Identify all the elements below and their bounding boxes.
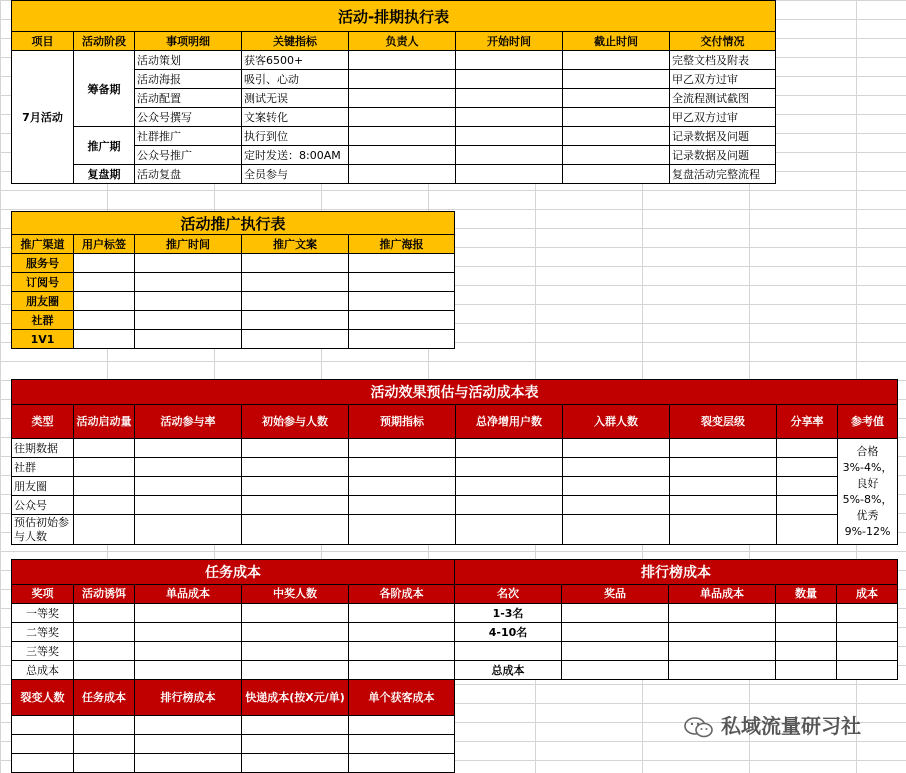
data-cell: [670, 458, 777, 477]
data-cell: [349, 496, 456, 515]
item-cell: 公众号撰写: [135, 108, 242, 127]
data-cell: [242, 477, 349, 496]
data-cell: [563, 515, 670, 545]
rank-cell: 1-3名: [455, 604, 562, 623]
owner-cell: [349, 165, 456, 184]
award-cell: 总成本: [12, 661, 74, 680]
header-rank-cost: 排行榜成本: [135, 680, 242, 716]
poster-cell: [349, 254, 455, 273]
data-cell: [74, 735, 135, 754]
fission-table: [11, 679, 455, 773]
header-tier-cost: 各阶成本: [349, 585, 455, 604]
data-cell: [349, 458, 456, 477]
header-item: 事项明细: [135, 32, 242, 51]
header-quantity: 数量: [776, 585, 837, 604]
table-row: [455, 623, 898, 642]
data-cell: [669, 642, 776, 661]
rank-cell: [455, 642, 562, 661]
data-cell: [242, 496, 349, 515]
data-cell: [349, 477, 456, 496]
fission-header-row: [12, 680, 455, 716]
delivery-cell: 记录数据及问题: [670, 127, 776, 146]
delivery-cell: 甲乙双方过审: [670, 108, 776, 127]
table-row: [12, 254, 455, 273]
data-cell: [12, 735, 74, 754]
data-cell: [776, 604, 837, 623]
phase-cell: 复盘期: [74, 165, 135, 184]
copy-cell: [242, 254, 349, 273]
table-row: [12, 311, 455, 330]
end-cell: [563, 146, 670, 165]
owner-cell: [349, 108, 456, 127]
header-tag: 用户标签: [74, 235, 135, 254]
data-cell: [242, 439, 349, 458]
header-project: 项目: [12, 32, 74, 51]
phase-cell: 推广期: [74, 127, 135, 165]
data-cell: [349, 661, 455, 680]
table-row: [12, 458, 898, 477]
start-cell: [456, 89, 563, 108]
tag-cell: [74, 273, 135, 292]
data-cell: [837, 623, 898, 642]
tag-cell: [74, 311, 135, 330]
header-type: 类型: [12, 405, 74, 439]
data-cell: [242, 735, 349, 754]
header-net-users: 总净增用户数: [456, 405, 563, 439]
phase-cell: 筹备期: [74, 51, 135, 127]
table-row: [12, 292, 455, 311]
header-group-join: 入群人数: [563, 405, 670, 439]
header-delivery: 交付情况: [670, 32, 776, 51]
table-row: [455, 661, 898, 680]
table-row: [455, 604, 898, 623]
channel-cell: 社群: [12, 311, 74, 330]
table-row: [455, 642, 898, 661]
data-cell: [349, 754, 455, 773]
header-copy: 推广文案: [242, 235, 349, 254]
table-row: [12, 623, 455, 642]
poster-cell: [349, 330, 455, 349]
data-cell: [670, 496, 777, 515]
kpi-cell: 定时发送：8:00AM: [242, 146, 349, 165]
data-cell: [349, 515, 456, 545]
tag-cell: [74, 292, 135, 311]
header-end: 截止时间: [563, 32, 670, 51]
table-row: [12, 604, 455, 623]
data-cell: [562, 661, 669, 680]
type-cell: 社群: [12, 458, 74, 477]
header-participation-rate: 活动参与率: [135, 405, 242, 439]
data-cell: [135, 439, 242, 458]
project-cell: 7月活动: [12, 51, 74, 184]
task-cost-header-row: [12, 585, 455, 604]
data-cell: [135, 458, 242, 477]
data-cell: [74, 754, 135, 773]
end-cell: [563, 165, 670, 184]
item-cell: 活动复盘: [135, 165, 242, 184]
header-reference: 参考值: [838, 405, 898, 439]
start-cell: [456, 51, 563, 70]
data-cell: [349, 642, 455, 661]
channel-cell: 朋友圈: [12, 292, 74, 311]
table-row: [12, 716, 455, 735]
data-cell: [12, 754, 74, 773]
header-poster: 推广海报: [349, 235, 455, 254]
channel-cell: 服务号: [12, 254, 74, 273]
data-cell: [670, 477, 777, 496]
schedule-title: 活动-排期执行表: [12, 1, 776, 32]
schedule-table: [11, 0, 776, 184]
reference-cell: 合格3%-4%，良好5%-8%，优秀9%-12%: [838, 439, 898, 545]
data-cell: [242, 623, 349, 642]
data-cell: [349, 716, 455, 735]
owner-cell: [349, 127, 456, 146]
kpi-cell: 执行到位: [242, 127, 349, 146]
owner-cell: [349, 70, 456, 89]
data-cell: [562, 642, 669, 661]
rank-cost-title: 排行榜成本: [455, 560, 898, 585]
data-cell: [456, 458, 563, 477]
end-cell: [563, 127, 670, 146]
rank-cost-header-row: [455, 585, 898, 604]
delivery-cell: 完整文档及附表: [670, 51, 776, 70]
type-cell: 公众号: [12, 496, 74, 515]
data-cell: [242, 458, 349, 477]
data-cell: [777, 439, 838, 458]
header-owner: 负责人: [349, 32, 456, 51]
watermark: [684, 710, 861, 739]
rank-cell: 总成本: [455, 661, 562, 680]
table-row: [12, 127, 776, 146]
data-cell: [777, 477, 838, 496]
start-cell: [456, 127, 563, 146]
table-row: [12, 754, 455, 773]
header-award: 奖项: [12, 585, 74, 604]
start-cell: [456, 146, 563, 165]
owner-cell: [349, 146, 456, 165]
data-cell: [74, 642, 135, 661]
data-cell: [74, 458, 135, 477]
data-cell: [74, 661, 135, 680]
delivery-cell: 甲乙双方过审: [670, 70, 776, 89]
rank-cell: 4-10名: [455, 623, 562, 642]
time-cell: [135, 311, 242, 330]
end-cell: [563, 70, 670, 89]
watermark-text: 私域流量研习社: [720, 714, 861, 738]
start-cell: [456, 70, 563, 89]
data-cell: [837, 604, 898, 623]
data-cell: [837, 642, 898, 661]
header-fission-level: 裂变层级: [670, 405, 777, 439]
award-cell: 二等奖: [12, 623, 74, 642]
item-cell: 活动海报: [135, 70, 242, 89]
data-cell: [74, 477, 135, 496]
data-cell: [776, 642, 837, 661]
data-cell: [776, 623, 837, 642]
table-row: [12, 477, 898, 496]
time-cell: [135, 273, 242, 292]
data-cell: [135, 735, 242, 754]
wechat-icon: [684, 717, 714, 739]
data-cell: [456, 515, 563, 545]
kpi-cell: 全员参与: [242, 165, 349, 184]
owner-cell: [349, 89, 456, 108]
copy-cell: [242, 311, 349, 330]
data-cell: [777, 515, 838, 545]
copy-cell: [242, 273, 349, 292]
header-initial-participants: 初始参与人数: [242, 405, 349, 439]
header-channel: 推广渠道: [12, 235, 74, 254]
header-unit-cost: 单品成本: [135, 585, 242, 604]
table-row: [12, 496, 898, 515]
item-cell: 活动配置: [135, 89, 242, 108]
data-cell: [135, 515, 242, 545]
header-kpi: 关键指标: [242, 32, 349, 51]
effect-title: 活动效果预估与活动成本表: [12, 380, 898, 405]
data-cell: [777, 496, 838, 515]
kpi-cell: 获客6500+: [242, 51, 349, 70]
header-phase: 活动阶段: [74, 32, 135, 51]
data-cell: [562, 604, 669, 623]
end-cell: [563, 108, 670, 127]
data-cell: [135, 496, 242, 515]
data-cell: [456, 477, 563, 496]
type-cell: 预估初始参与人数: [12, 515, 74, 545]
kpi-cell: 文案转化: [242, 108, 349, 127]
poster-cell: [349, 292, 455, 311]
data-cell: [242, 716, 349, 735]
table-row: [12, 515, 898, 545]
data-cell: [74, 515, 135, 545]
table-row: [12, 165, 776, 184]
time-cell: [135, 254, 242, 273]
header-prize: 奖品: [562, 585, 669, 604]
data-cell: [135, 623, 242, 642]
header-cost: 成本: [837, 585, 898, 604]
table-row: [12, 51, 776, 70]
tag-cell: [74, 330, 135, 349]
data-cell: [669, 604, 776, 623]
start-cell: [456, 165, 563, 184]
data-cell: [74, 496, 135, 515]
schedule-header-row: [12, 32, 776, 51]
header-launch: 活动启动量: [74, 405, 135, 439]
poster-cell: [349, 311, 455, 330]
data-cell: [135, 716, 242, 735]
data-cell: [74, 716, 135, 735]
table-row: [12, 273, 455, 292]
promotion-table: [11, 211, 455, 349]
task-cost-table: [11, 559, 455, 680]
data-cell: [837, 661, 898, 680]
header-share-rate: 分享率: [777, 405, 838, 439]
data-cell: [669, 661, 776, 680]
data-cell: [563, 477, 670, 496]
header-start: 开始时间: [456, 32, 563, 51]
data-cell: [242, 515, 349, 545]
task-cost-title: 任务成本: [12, 560, 455, 585]
data-cell: [74, 623, 135, 642]
delivery-cell: 全流程测试截图: [670, 89, 776, 108]
header-shipping-cost: 快递成本(按X元/单): [242, 680, 349, 716]
type-cell: 往期数据: [12, 439, 74, 458]
data-cell: [135, 477, 242, 496]
time-cell: [135, 292, 242, 311]
type-cell: 朋友圈: [12, 477, 74, 496]
data-cell: [563, 496, 670, 515]
header-expected: 预期指标: [349, 405, 456, 439]
header-fission-count: 裂变人数: [12, 680, 74, 716]
data-cell: [349, 439, 456, 458]
effect-header-row: [12, 405, 898, 439]
data-cell: [349, 735, 455, 754]
effect-table: [11, 379, 898, 545]
copy-cell: [242, 330, 349, 349]
award-cell: 三等奖: [12, 642, 74, 661]
kpi-cell: 测试无误: [242, 89, 349, 108]
header-bait: 活动诱饵: [74, 585, 135, 604]
header-time: 推广时间: [135, 235, 242, 254]
data-cell: [777, 458, 838, 477]
poster-cell: [349, 273, 455, 292]
item-cell: 活动策划: [135, 51, 242, 70]
kpi-cell: 吸引、心动: [242, 70, 349, 89]
end-cell: [563, 89, 670, 108]
data-cell: [669, 623, 776, 642]
channel-cell: 订阅号: [12, 273, 74, 292]
table-row: [12, 661, 455, 680]
data-cell: [456, 439, 563, 458]
data-cell: [349, 604, 455, 623]
tag-cell: [74, 254, 135, 273]
data-cell: [135, 754, 242, 773]
data-cell: [12, 716, 74, 735]
data-cell: [242, 604, 349, 623]
data-cell: [135, 604, 242, 623]
header-winners: 中奖人数: [242, 585, 349, 604]
table-row: [12, 439, 898, 458]
data-cell: [776, 661, 837, 680]
data-cell: [74, 604, 135, 623]
data-cell: [135, 661, 242, 680]
owner-cell: [349, 51, 456, 70]
start-cell: [456, 108, 563, 127]
data-cell: [135, 642, 242, 661]
item-cell: 公众号推广: [135, 146, 242, 165]
end-cell: [563, 51, 670, 70]
data-cell: [456, 496, 563, 515]
header-unit-cost: 单品成本: [669, 585, 776, 604]
data-cell: [74, 439, 135, 458]
table-row: [12, 330, 455, 349]
data-cell: [349, 623, 455, 642]
data-cell: [242, 754, 349, 773]
table-row: [12, 642, 455, 661]
promotion-header-row: [12, 235, 455, 254]
item-cell: 社群推广: [135, 127, 242, 146]
header-task-cost: 任务成本: [74, 680, 135, 716]
rank-cost-table: [454, 559, 898, 680]
time-cell: [135, 330, 242, 349]
data-cell: [563, 458, 670, 477]
delivery-cell: 记录数据及问题: [670, 146, 776, 165]
data-cell: [670, 515, 777, 545]
award-cell: 一等奖: [12, 604, 74, 623]
data-cell: [562, 623, 669, 642]
data-cell: [242, 661, 349, 680]
channel-cell: 1V1: [12, 330, 74, 349]
promotion-title: 活动推广执行表: [12, 212, 455, 235]
header-cac: 单个获客成本: [349, 680, 455, 716]
data-cell: [242, 642, 349, 661]
data-cell: [670, 439, 777, 458]
copy-cell: [242, 292, 349, 311]
header-rank: 名次: [455, 585, 562, 604]
table-row: [12, 735, 455, 754]
delivery-cell: 复盘活动完整流程: [670, 165, 776, 184]
data-cell: [563, 439, 670, 458]
